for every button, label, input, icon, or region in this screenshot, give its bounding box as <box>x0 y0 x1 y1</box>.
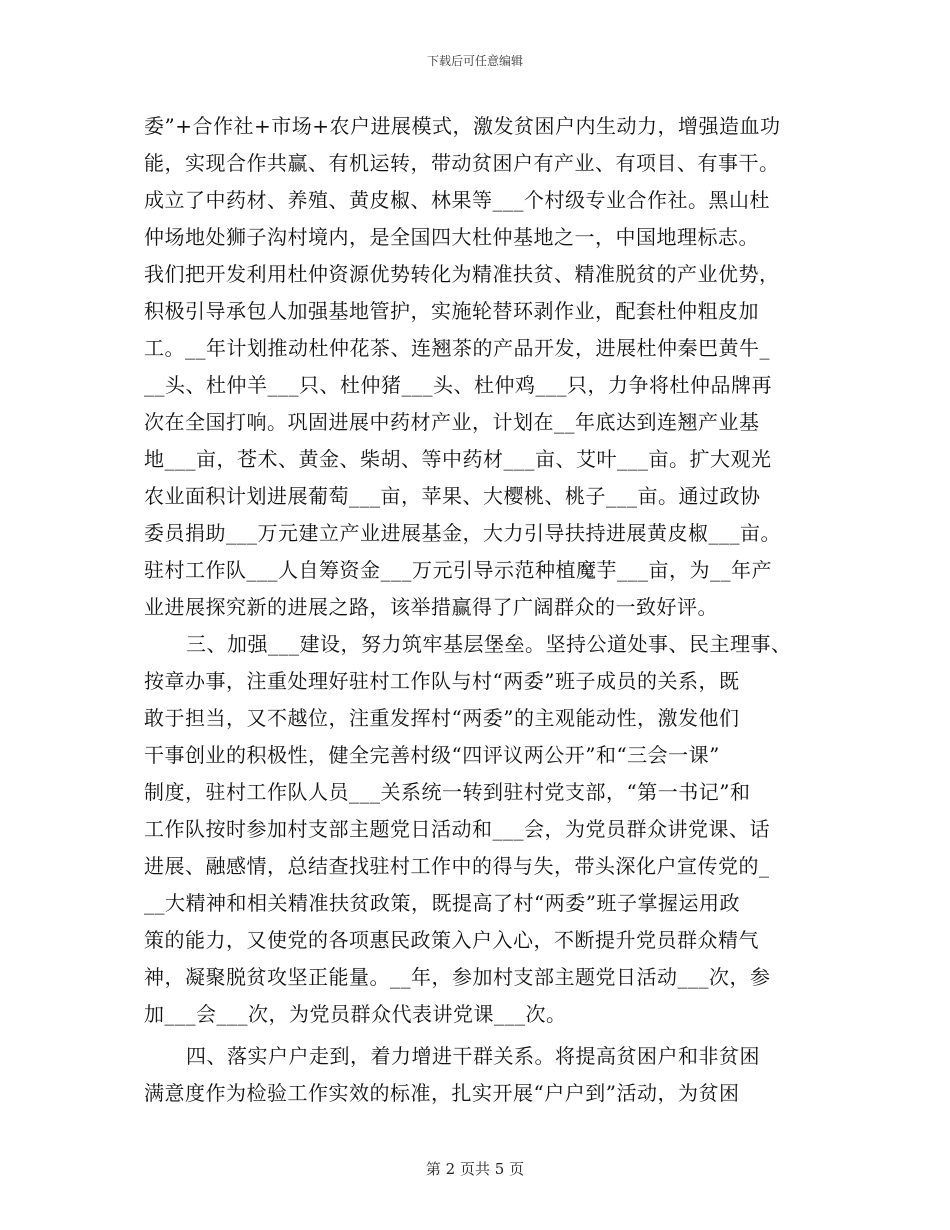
body-line: __大精神和相关精准扶贫政策，既提高了村“两委”班子掌握运用政 <box>144 891 740 915</box>
body-line: 工。__年计划推动杜仲花茶、连翘茶的产品开发，进展杜仲秦巴黄牛_ <box>144 336 770 360</box>
body-line: 业进展探究新的进展之路，该举措赢得了广阔群众的一致好评。 <box>144 595 718 619</box>
body-line: 仲场地处狮子沟村境内，是全国四大杜仲基地之一，中国地理标志。 <box>144 225 759 249</box>
body-line: 神，凝聚脱贫攻坚正能量。__年，参加村支部主题党日活动___次，参 <box>144 965 771 989</box>
body-line: 进展、融感情，总结查找驻村工作中的得与失，带头深化户宣传党的_ <box>144 854 770 878</box>
body-line: 农业面积计划进展葡萄___亩，苹果、大樱桃、桃子___亩。通过政协 <box>144 484 761 508</box>
body-line: 成立了中药材、养殖、黄皮椒、林果等___个村级专业合作社。黑山杜 <box>144 188 770 212</box>
body-line: 按章办事，注重处理好驻村工作队与村“两委”班子成员的关系，既 <box>144 669 740 693</box>
body-line: 敢于担当，又不越位，注重发挥村“两委”的主观能动性，激发他们 <box>144 706 740 730</box>
body-line: 我们把开发利用杜仲资源优势转化为精准扶贫、精准脱贫的产业优势， <box>144 262 780 286</box>
body-line: 工作队按时参加村支部主题党日活动和___会，为党员群众讲党课、话 <box>144 817 770 841</box>
page-header: 下载后可任意编辑 <box>426 54 523 68</box>
body-line: 能，实现合作共赢、有机运转，带动贫困户有产业、有项目、有事干。 <box>144 151 780 175</box>
body-line: 策的能力，又使党的各项惠民政策入户入心，不断提升党员群众精气 <box>144 928 759 952</box>
paragraph-heading-3: 三、加强___建设，努力筑牢基层堡垒。坚持公道处事、民主理事、 <box>186 632 792 656</box>
body-line: 积极引导承包人加强基地管护，实施轮替环剥作业，配套杜仲粗皮加 <box>144 299 759 323</box>
body-line: 满意度作为检验工作实效的标准，扎实开展“户户到”活动，为贫困 <box>144 1081 740 1105</box>
body-line: 干事创业的积极性，健全完善村级“四评议两公开”和“三会一课” <box>144 743 720 767</box>
document-body <box>0 112 950 1172</box>
body-line: 制度，驻村工作队人员___关系统一转到驻村党支部，“第一书记”和 <box>144 780 751 804</box>
body-line: 委员捐助___万元建立产业进展基金，大力引导扶持进展黄皮椒___亩。 <box>144 521 781 545</box>
paragraph-heading-4: 四、落实户户走到，着力增进干群关系。将提高贫困户和非贫困 <box>186 1044 760 1068</box>
body-line: 驻村工作队___人自筹资金___万元引导示范种植魔芋___亩，为__年产 <box>144 558 772 582</box>
body-line: 加___会___次，为党员群众代表讲党课___次。 <box>144 1002 567 1026</box>
body-line: 委”+合作社+市场+农户进展模式，激发贫困户内生动力，增强造血功 <box>144 114 781 138</box>
page-footer: 第 2 页共 5 页 <box>425 1160 525 1178</box>
body-line: 次在全国打响。巩固进展中药材产业，计划在__年底达到连翘产业基 <box>144 410 760 434</box>
body-line: __头、杜仲羊___只、杜仲猪___头、杜仲鸡___只，力争将杜仲品牌再 <box>144 373 772 397</box>
body-line: 地___亩，苍术、黄金、柴胡、等中药材___亩、艾叶___亩。扩大观光 <box>144 447 772 471</box>
